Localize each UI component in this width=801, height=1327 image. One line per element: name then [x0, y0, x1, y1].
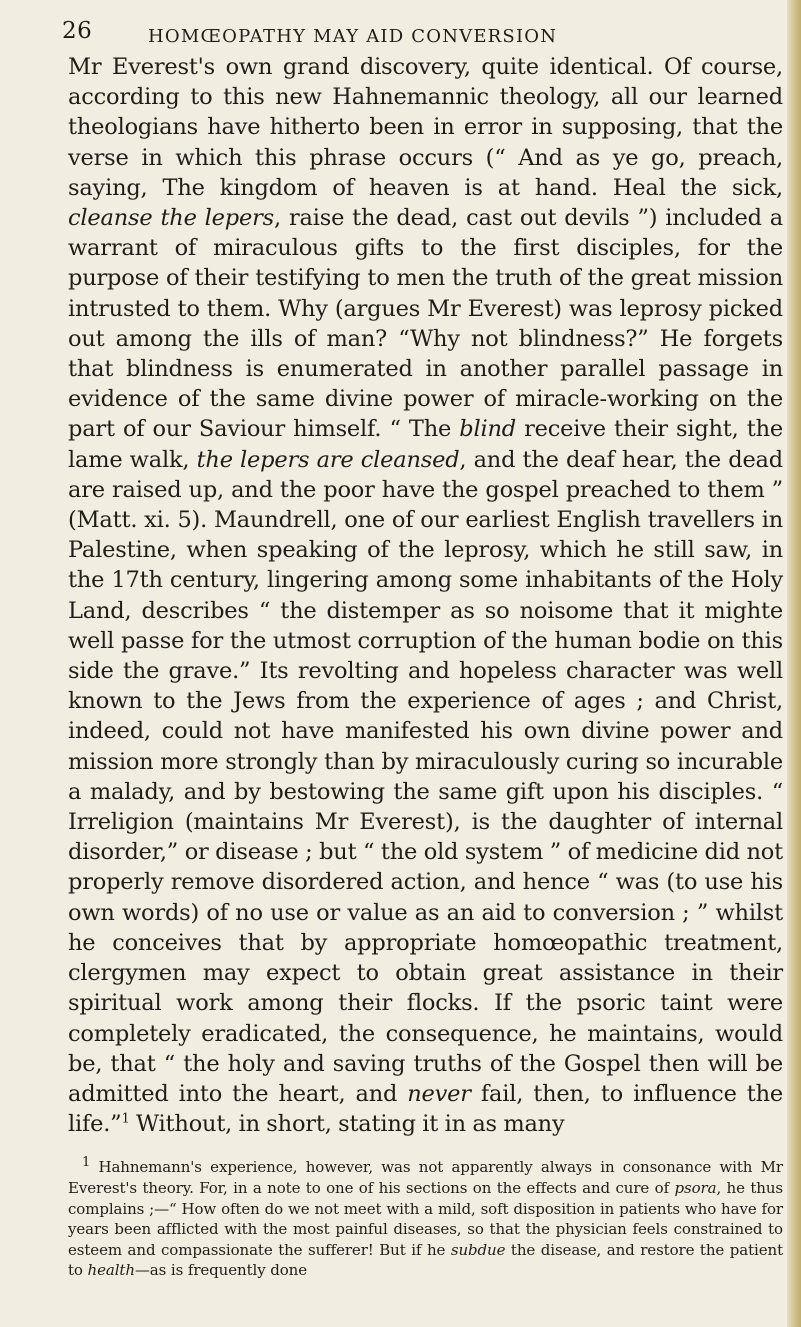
text-run: fail, then, to influence the life.”: [68, 1080, 783, 1138]
footnote-run: the disease, and restore the patient to: [68, 1240, 783, 1280]
text-run: Without, in short, stating it in as many: [129, 1111, 565, 1138]
body-paragraph: [68, 52, 783, 1139]
text-run: receive their sight, the lame walk,: [68, 416, 783, 473]
footnote-marker: 1: [82, 1155, 91, 1171]
footnote-italic-run: subdue: [450, 1240, 506, 1259]
footnote-run: Hahnemann's experience, however, was not apparently always in consonance with Mr Everest's theory. For, in a note to one of his sections on the effects and cure of: [68, 1158, 783, 1197]
running-title: HOMŒOPATHY MAY AID CONVERSION: [148, 26, 558, 47]
text-run: , and the deaf hear, the dead are raised up, and the poor have the gospel preached to them ” (Matt. xi. 5). Maundrell, one of our earliest English travellers in Palestine, when speaking of the leprosy, which he still saw, in the 17th century, lingering among some inhabitants of the Holy Land, describes “ the distemper as so noisome that it mighte well passe for the utmost corruption of the human bodie on this side the grave.” Its revolting and hopeless character was well known to the Jews from the experience of ages ; and Christ, indeed, could not have manifested his own divine power and mission more strongly than by miraculously curing so incurable a malady, and by bestowing the same gift upon his disciples. “ Irreligion (maintains Mr Everest), is the daughter of internal disorder,” or disease ; but “ the old system ” of medicine did not properly remove disordered action, and hence “ was (to use his own words) of no use or value as an aid to conversion ; ” whilst he conceives that by appropriate homœopathic treatment, clergymen may expect to obtain great assistance in their spiritual work among their flocks. If the psoric taint were completely eradicated, the consequence, he maintains, would be, that “ the holy and saving truths of the Gospel then will be admitted into the heart, and: [68, 446, 783, 1107]
page-edge: [787, 0, 801, 1327]
footnote-run: , he thus complains ;—“ How often do we not meet with a mild, soft disposition in patients who have for years been afflicted with the most painful diseases, so that the physician feels constrained to esteem and compassionate the sufferer! But if he: [68, 1178, 783, 1259]
text-run: , raise the dead, cast out devils ”) included a warrant of miraculous gifts to the first disciples, for the purpose of their testifying to men the truth of the great mission intrusted to them. Why (argues Mr Everest) was leprosy picked out among the ills of man? “Why not blindness?” He forgets that blindness is enumerated in another parallel passage in evidence of the same divine power of miracle-working on the part of our Saviour himself. “ The: [68, 205, 784, 443]
text-run: Mr Everest's own grand discovery, quite identical. Of course, according to this new Hahnemannic theology, all our learned theologians have hitherto been in error in supposing, that the verse in which this phrase occurs (“ And as ye go, preach, saying, The kingdom of heaven is at hand. Heal the sick,: [68, 54, 783, 201]
italic-run: the lepers are cleansed: [196, 446, 460, 473]
footnote-italic-run: psora: [674, 1178, 717, 1197]
footnote-reference: 1: [121, 1111, 130, 1127]
footnote-italic-run: health: [87, 1261, 135, 1280]
italic-run: cleanse the lepers: [68, 205, 275, 232]
italic-run: blind: [459, 416, 516, 443]
footnote: [68, 1157, 783, 1281]
italic-run: never: [407, 1080, 471, 1107]
running-head: [62, 10, 783, 50]
footnote-run: —as is frequently done: [134, 1261, 308, 1280]
page-number: 26: [62, 18, 93, 44]
